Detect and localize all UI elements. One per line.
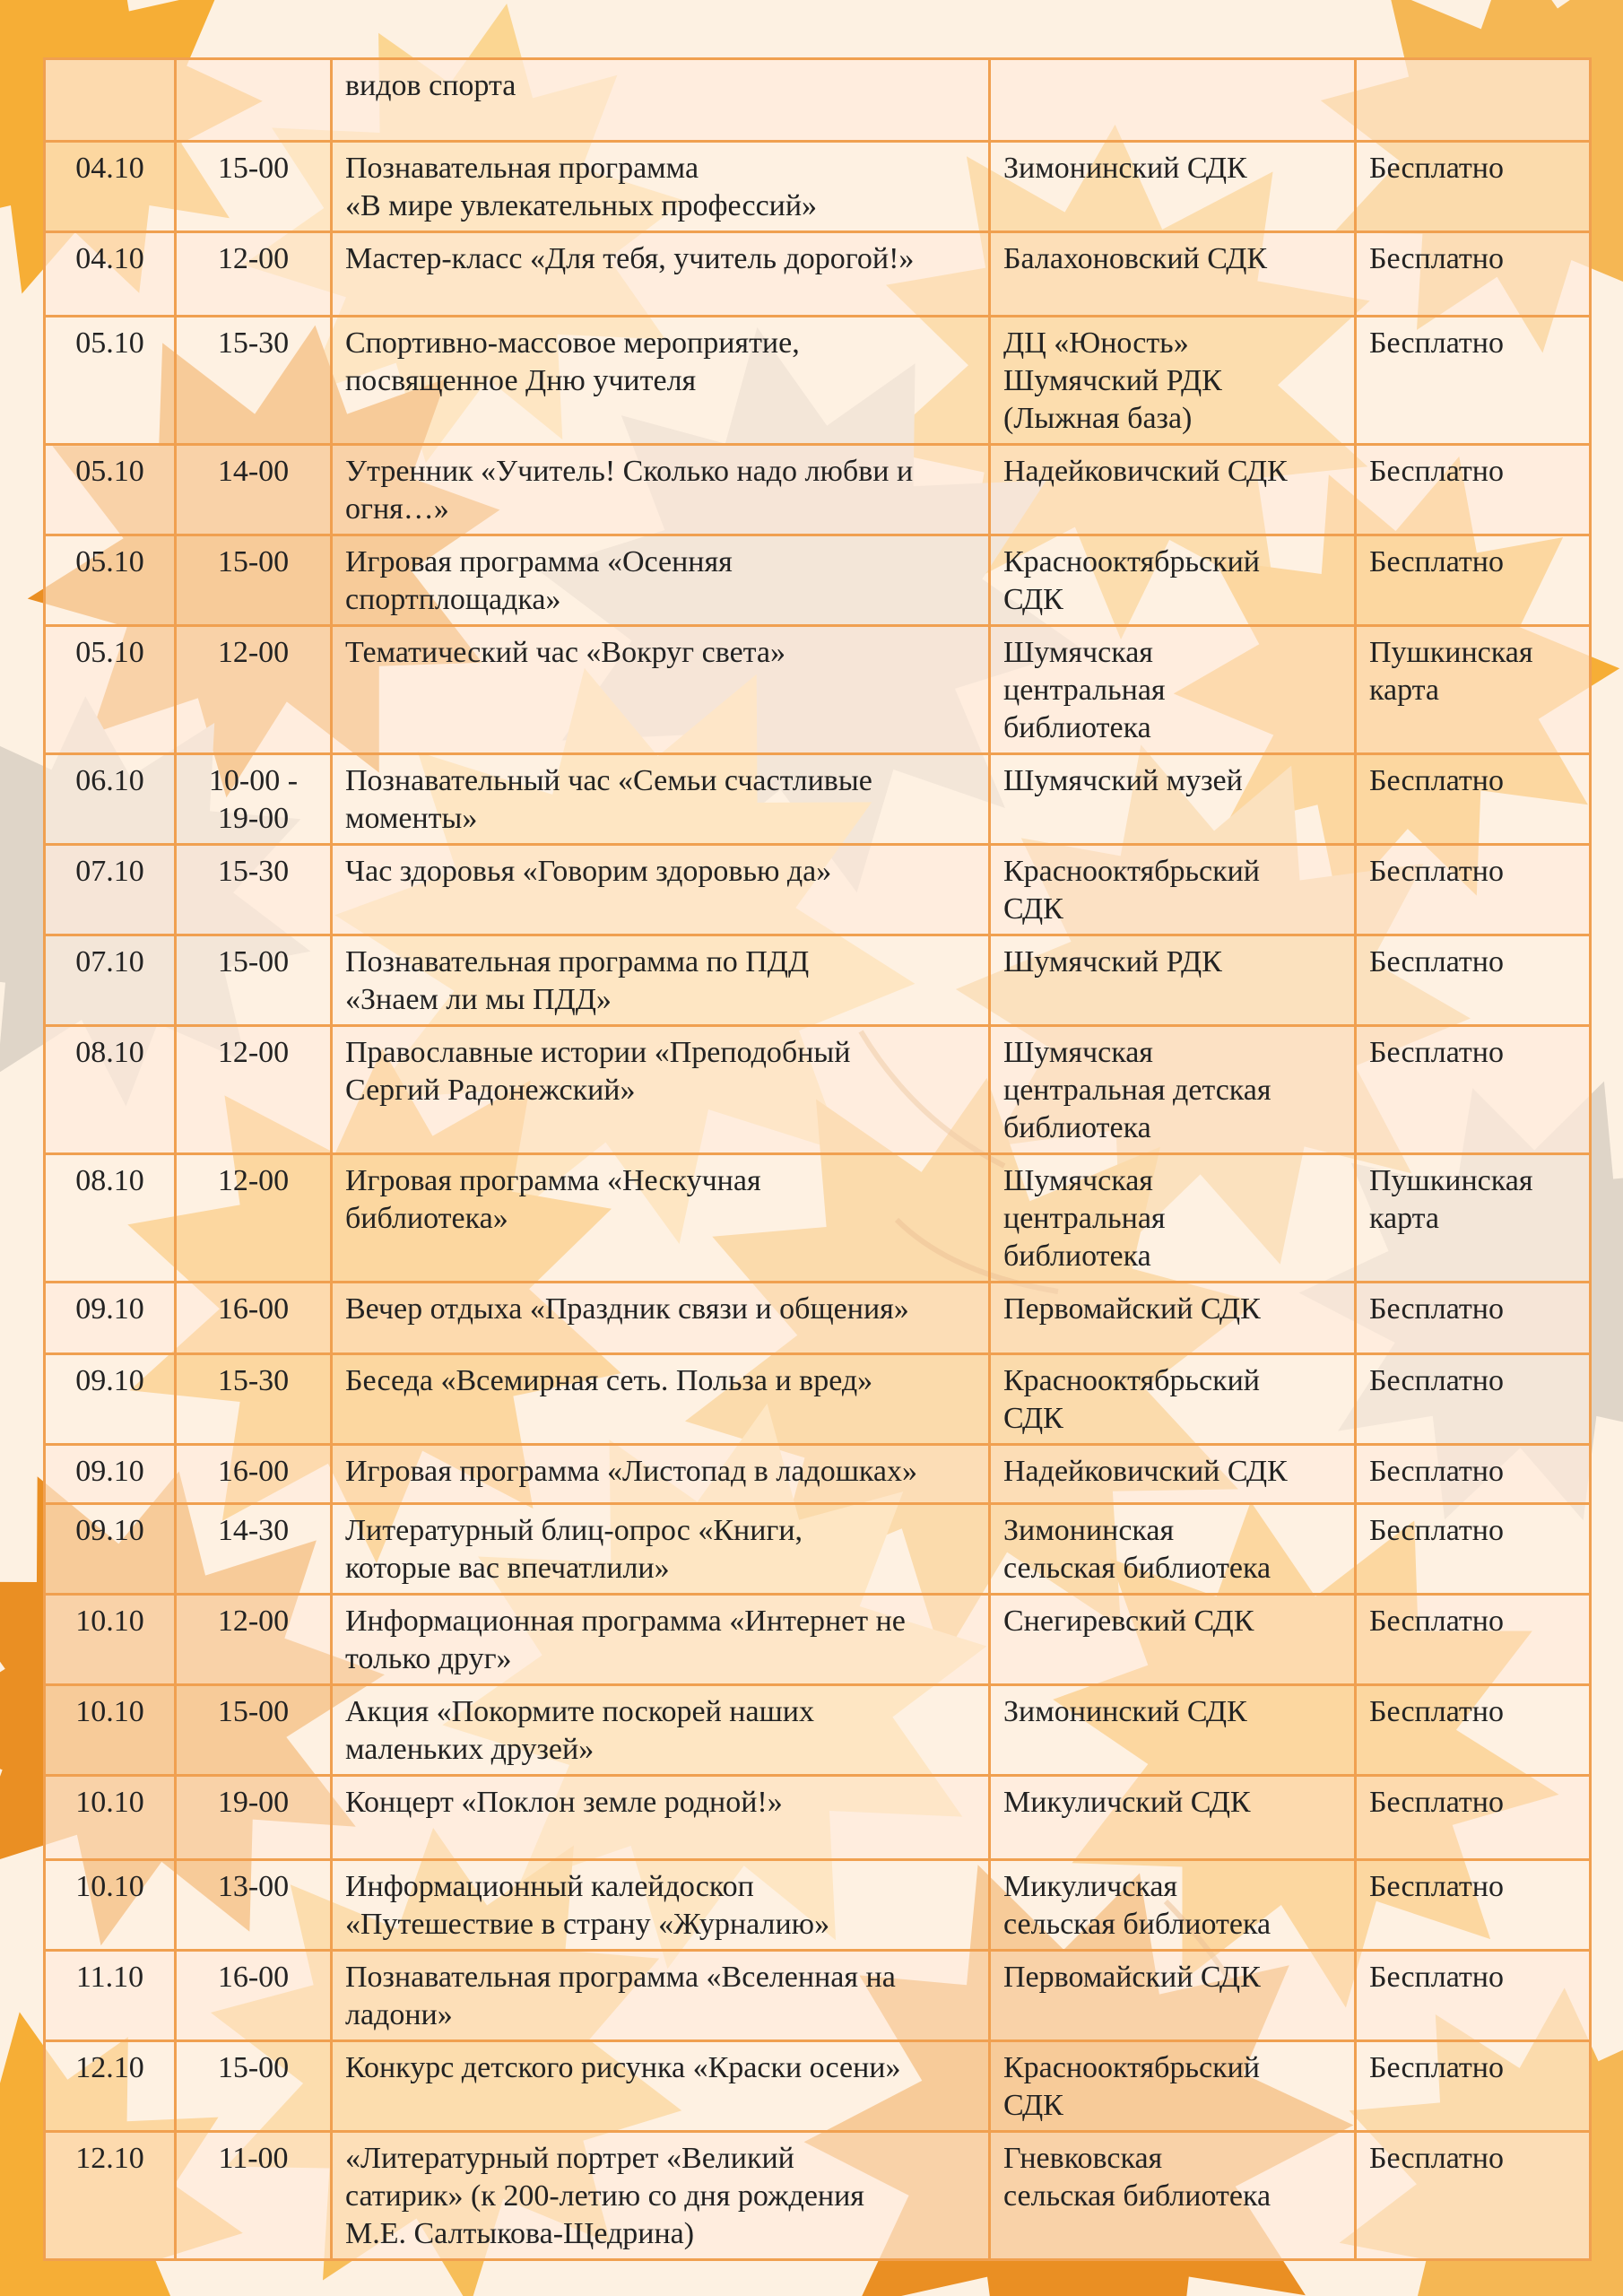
table-row [45, 1504, 1591, 1595]
event-title-cell: Православные истории «Преподобный Сергий Радонежский» [332, 1026, 990, 1154]
event-date-cell: 10.10 [45, 1595, 176, 1685]
table-row [45, 754, 1591, 845]
table-row [45, 445, 1591, 535]
event-date-cell: 04.10 [45, 142, 176, 232]
event-price-cell: Бесплатно [1356, 1354, 1591, 1445]
event-venue-cell: Зимонинский СДК [990, 1685, 1356, 1776]
event-date-cell: 09.10 [45, 1445, 176, 1504]
event-price-cell: Бесплатно [1356, 2041, 1591, 2132]
event-date-cell: 09.10 [45, 1504, 176, 1595]
event-price-cell: Бесплатно [1356, 445, 1591, 535]
event-price-cell: Бесплатно [1356, 1504, 1591, 1595]
event-date-cell: 05.10 [45, 317, 176, 445]
event-time-cell: 15-00 [176, 935, 332, 1026]
event-time-cell [176, 59, 332, 142]
event-schedule-table [43, 57, 1592, 2261]
event-venue-cell: Краснооктябрьский СДК [990, 845, 1356, 935]
event-price-cell: Бесплатно [1356, 1776, 1591, 1860]
table-row [45, 317, 1591, 445]
event-title-cell: Спортивно-массовое мероприятие, посвященное Дню учителя [332, 317, 990, 445]
event-title-cell: Вечер отдыха «Праздник связи и общения» [332, 1283, 990, 1354]
event-venue-cell: Надейковичский СДК [990, 445, 1356, 535]
event-title-cell: Игровая программа «Листопад в ладошках» [332, 1445, 990, 1504]
event-price-cell: Бесплатно [1356, 1026, 1591, 1154]
event-title-cell: Познавательная программа «В мире увлекательных профессий» [332, 142, 990, 232]
event-title-cell: Информационный калейдоскоп «Путешествие в страну «Журналию» [332, 1860, 990, 1951]
event-venue-cell: ДЦ «Юность» Шумячский РДК (Лыжная база) [990, 317, 1356, 445]
event-price-cell: Бесплатно [1356, 1445, 1591, 1504]
event-date-cell: 08.10 [45, 1154, 176, 1283]
event-venue-cell: Первомайский СДК [990, 1951, 1356, 2041]
event-time-cell: 14-00 [176, 445, 332, 535]
event-time-cell: 10-00 - 19-00 [176, 754, 332, 845]
event-venue-cell: Зимонинская сельская библиотека [990, 1504, 1356, 1595]
event-venue-cell: Зимонинский СДК [990, 142, 1356, 232]
event-title-cell: Литературный блиц-опрос «Книги, которые вас впечатлили» [332, 1504, 990, 1595]
event-date-cell: 12.10 [45, 2041, 176, 2132]
event-price-cell: Бесплатно [1356, 845, 1591, 935]
event-title-cell: Информационная программа «Интернет не только друг» [332, 1595, 990, 1685]
event-time-cell: 15-00 [176, 1685, 332, 1776]
event-time-cell: 13-00 [176, 1860, 332, 1951]
table-row [45, 1445, 1591, 1504]
event-date-cell: 10.10 [45, 1685, 176, 1776]
event-price-cell: Бесплатно [1356, 1595, 1591, 1685]
event-date-cell: 10.10 [45, 1776, 176, 1860]
table-row [45, 1026, 1591, 1154]
event-price-cell: Бесплатно [1356, 1951, 1591, 2041]
table-row [45, 845, 1591, 935]
event-date-cell: 07.10 [45, 935, 176, 1026]
event-venue-cell: Краснооктябрьский СДК [990, 535, 1356, 626]
event-venue-cell: Шумячский РДК [990, 935, 1356, 1026]
table-row [45, 2132, 1591, 2260]
table-row [45, 1354, 1591, 1445]
event-venue-cell: Балахоновский СДК [990, 232, 1356, 317]
event-date-cell: 07.10 [45, 845, 176, 935]
event-price-cell: Бесплатно [1356, 935, 1591, 1026]
event-time-cell: 15-30 [176, 1354, 332, 1445]
event-time-cell: 11-00 [176, 2132, 332, 2260]
event-price-cell: Бесплатно [1356, 2132, 1591, 2260]
event-title-cell: Познавательная программа «Вселенная на ладони» [332, 1951, 990, 2041]
table-row [45, 626, 1591, 754]
table-row [45, 1154, 1591, 1283]
event-venue-cell: Краснооктябрьский СДК [990, 2041, 1356, 2132]
table-row [45, 1595, 1591, 1685]
event-venue-cell [990, 59, 1356, 142]
event-title-cell: Беседа «Всемирная сеть. Польза и вред» [332, 1354, 990, 1445]
event-time-cell: 12-00 [176, 1595, 332, 1685]
event-venue-cell: Шумячская центральная библиотека [990, 626, 1356, 754]
event-venue-cell: Снегиревский СДК [990, 1595, 1356, 1685]
event-price-cell: Бесплатно [1356, 232, 1591, 317]
table-row [45, 59, 1591, 142]
event-time-cell: 15-00 [176, 2041, 332, 2132]
event-date-cell: 04.10 [45, 232, 176, 317]
event-time-cell: 14-30 [176, 1504, 332, 1595]
table-row [45, 232, 1591, 317]
event-date-cell: 06.10 [45, 754, 176, 845]
event-date-cell [45, 59, 176, 142]
event-date-cell: 09.10 [45, 1354, 176, 1445]
event-time-cell: 16-00 [176, 1283, 332, 1354]
event-title-cell: «Литературный портрет «Великий сатирик» (к 200-летию со дня рождения М.Е. Салтыкова-Щедрина) [332, 2132, 990, 2260]
event-price-cell: Бесплатно [1356, 1685, 1591, 1776]
table-row [45, 935, 1591, 1026]
table-row [45, 1776, 1591, 1860]
event-time-cell: 15-00 [176, 535, 332, 626]
event-time-cell: 16-00 [176, 1951, 332, 2041]
event-title-cell: Игровая программа «Нескучная библиотека» [332, 1154, 990, 1283]
event-time-cell: 19-00 [176, 1776, 332, 1860]
event-venue-cell: Шумячский музей [990, 754, 1356, 845]
event-title-cell: Утренник «Учитель! Сколько надо любви и огня…» [332, 445, 990, 535]
event-title-cell: Концерт «Поклон земле родной!» [332, 1776, 990, 1860]
event-time-cell: 15-30 [176, 845, 332, 935]
event-title-cell: Познавательный час «Семьи счастливые моменты» [332, 754, 990, 845]
table-row [45, 1860, 1591, 1951]
event-time-cell: 12-00 [176, 232, 332, 317]
event-time-cell: 16-00 [176, 1445, 332, 1504]
event-date-cell: 09.10 [45, 1283, 176, 1354]
event-time-cell: 15-30 [176, 317, 332, 445]
event-title-cell: Конкурс детского рисунка «Краски осени» [332, 2041, 990, 2132]
event-title-cell: Игровая программа «Осенняя спортплощадка» [332, 535, 990, 626]
table-row [45, 1685, 1591, 1776]
event-date-cell: 05.10 [45, 626, 176, 754]
event-title-cell: Час здоровья «Говорим здоровью да» [332, 845, 990, 935]
event-title-cell: Познавательная программа по ПДД «Знаем ли мы ПДД» [332, 935, 990, 1026]
event-price-cell: Бесплатно [1356, 1860, 1591, 1951]
event-price-cell: Пушкинская карта [1356, 1154, 1591, 1283]
event-venue-cell: Шумячская центральная детская библиотека [990, 1026, 1356, 1154]
event-title-cell: Акция «Покормите поскорей наших маленьких друзей» [332, 1685, 990, 1776]
table-row [45, 535, 1591, 626]
event-title-cell: Мастер-класс «Для тебя, учитель дорогой!» [332, 232, 990, 317]
event-venue-cell: Надейковичский СДК [990, 1445, 1356, 1504]
table-row [45, 1951, 1591, 2041]
event-time-cell: 15-00 [176, 142, 332, 232]
event-price-cell [1356, 59, 1591, 142]
event-venue-cell: Шумячская центральная библиотека [990, 1154, 1356, 1283]
event-venue-cell: Краснооктябрьский СДК [990, 1354, 1356, 1445]
event-venue-cell: Первомайский СДК [990, 1283, 1356, 1354]
event-price-cell: Пушкинская карта [1356, 626, 1591, 754]
event-date-cell: 12.10 [45, 2132, 176, 2260]
event-time-cell: 12-00 [176, 1154, 332, 1283]
event-date-cell: 08.10 [45, 1026, 176, 1154]
event-price-cell: Бесплатно [1356, 142, 1591, 232]
event-venue-cell: Микуличский СДК [990, 1776, 1356, 1860]
event-date-cell: 05.10 [45, 445, 176, 535]
event-price-cell: Бесплатно [1356, 317, 1591, 445]
table-row [45, 142, 1591, 232]
event-time-cell: 12-00 [176, 626, 332, 754]
event-price-cell: Бесплатно [1356, 1283, 1591, 1354]
event-venue-cell: Микуличская сельская библиотека [990, 1860, 1356, 1951]
table-row [45, 1283, 1591, 1354]
event-title-cell: Тематический час «Вокруг света» [332, 626, 990, 754]
event-price-cell: Бесплатно [1356, 535, 1591, 626]
event-date-cell: 10.10 [45, 1860, 176, 1951]
event-date-cell: 11.10 [45, 1951, 176, 2041]
event-date-cell: 05.10 [45, 535, 176, 626]
event-time-cell: 12-00 [176, 1026, 332, 1154]
event-venue-cell: Гневковская сельская библиотека [990, 2132, 1356, 2260]
event-price-cell: Бесплатно [1356, 754, 1591, 845]
table-row [45, 2041, 1591, 2132]
event-title-cell: видов спорта [332, 59, 990, 142]
